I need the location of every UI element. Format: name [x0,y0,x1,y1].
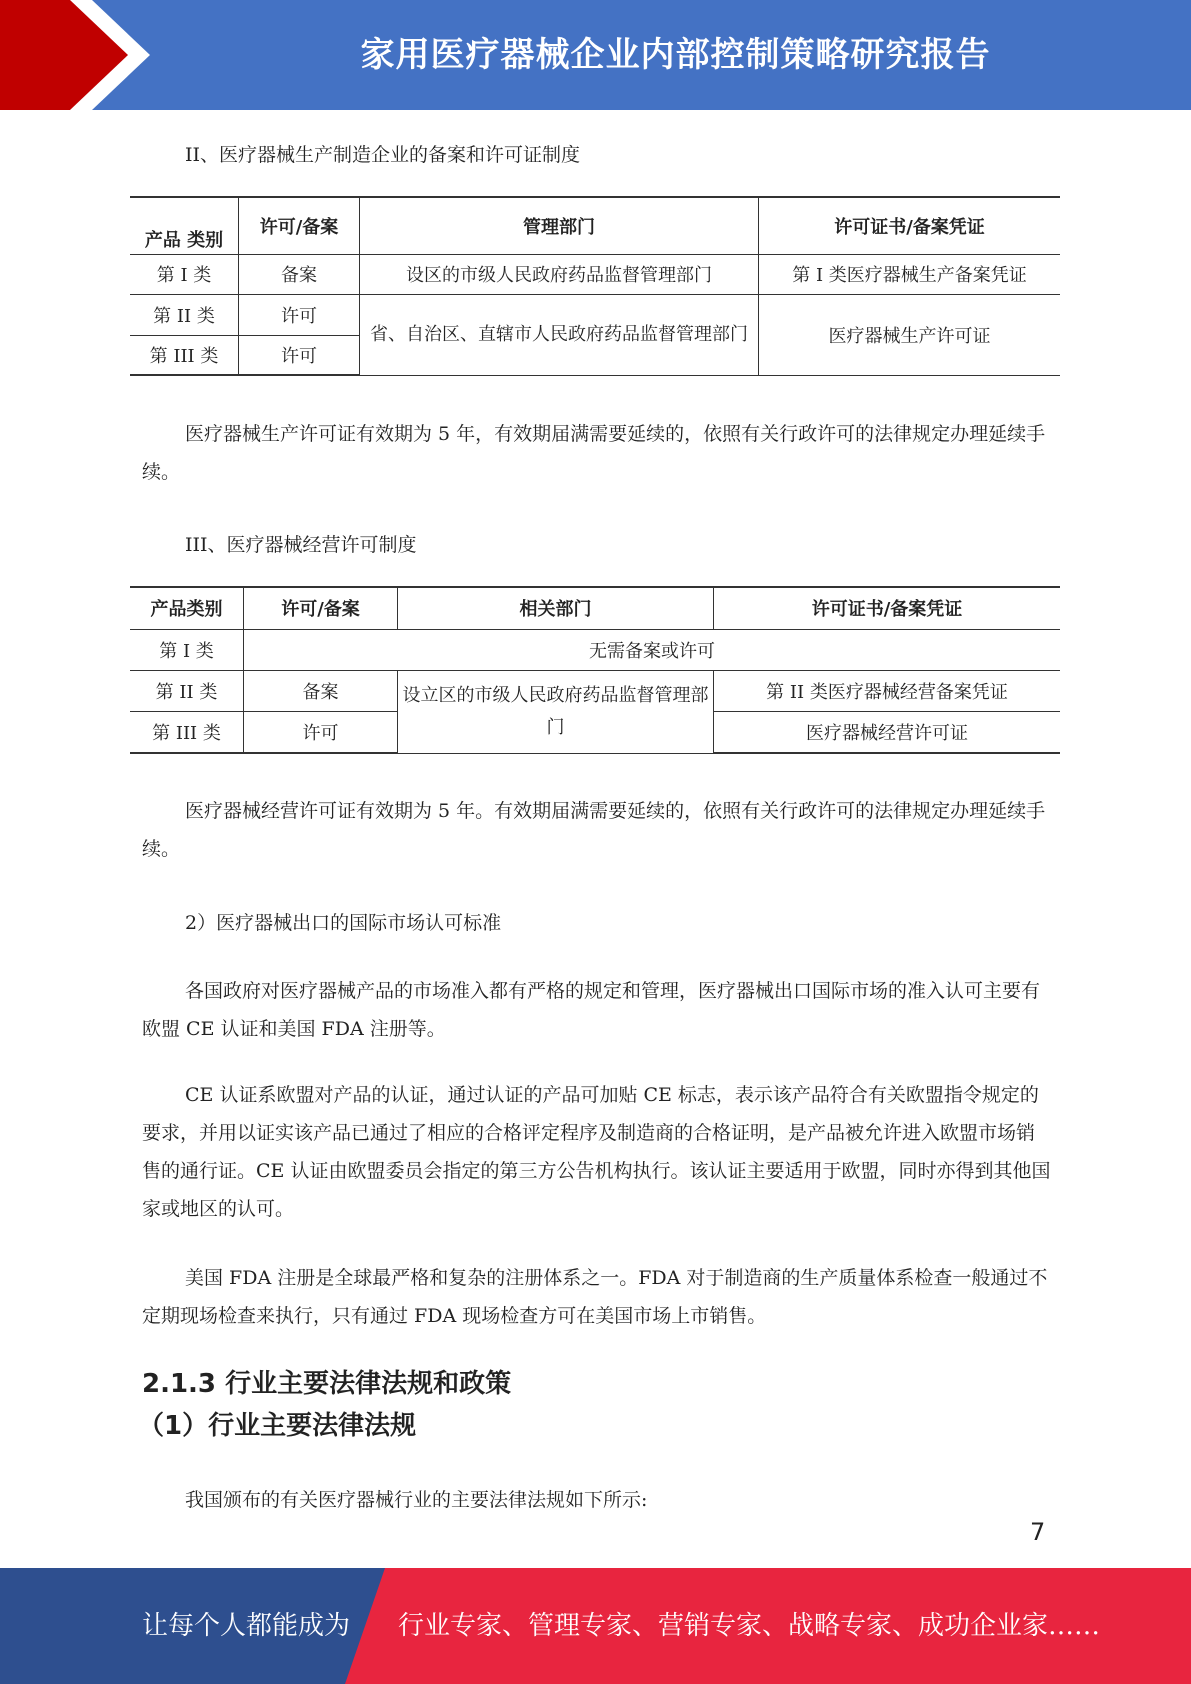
distribution-license-table [130,586,1060,754]
table-cell: 医疗器械经营许可证 [714,711,1061,753]
page-footer [0,1568,1191,1684]
footer-slogan: 让每个人都能成为 [142,1611,351,1641]
table-cell: 第 I 类 [130,629,244,670]
table-header-cell: 许可/备案 [244,587,398,629]
table-cell: 许可 [239,294,360,335]
table-header-cell: 产品 类别 [130,197,239,254]
table-row [130,254,1060,294]
table-header-cell: 许可/备案 [239,197,360,254]
table-cell: 第 II 类 [130,294,239,335]
footer-tagline: 行业专家、管理专家、营销专家、战略专家、成功企业家…… [398,1611,1101,1641]
table-row [130,670,1060,711]
report-title: 家用医疗器械企业内部控制策略研究报告 [360,35,991,75]
table-header-cell: 相关部门 [398,587,714,629]
table-cell: 第 II 类医疗器械经营备案凭证 [714,670,1061,711]
table-header-row [130,587,1060,629]
header-arrow-icon [0,0,200,110]
table-cell: 第 II 类 [130,670,244,711]
table-cell: 设区的市级人民政府药品监督管理部门 [360,254,759,294]
section-heading: 2.1.3 行业主要法律法规和政策 [142,1369,512,1399]
table-cell: 设立区的市级人民政府药品监督管理部门 [398,670,714,753]
table-row [130,629,1060,670]
table-cell: 许可 [244,711,398,753]
paragraph: 美国 FDA 注册是全球最严格和复杂的注册体系之一。FDA 对于制造商的生产质量体系检查一般通过不定期现场检查来执行，只有通过 FDA 现场检查方可在美国市场上市销售。 [142,1267,1048,1327]
table-cell: 省、自治区、直辖市人民政府药品监督管理部门 [360,294,759,375]
table-cell: 第 I 类医疗器械生产备案凭证 [759,254,1061,294]
paragraph: 医疗器械生产许可证有效期为 5 年，有效期届满需要延续的，依照有关行政许可的法律规定办理延续手续。 [142,423,1046,483]
table-header-row [130,197,1060,254]
table-header-cell: 管理部门 [360,197,759,254]
table-cell: 无需备案或许可 [244,629,1061,670]
table-cell: 第 III 类 [130,335,239,375]
subsection-heading: 2）医疗器械出口的国际市场认可标准 [185,912,502,934]
table-header-cell: 许可证书/备案凭证 [714,587,1061,629]
table-row [130,294,1060,335]
paragraph: CE 认证系欧盟对产品的认证，通过认证的产品可加贴 CE 标志，表示该产品符合有关欧盟指令规定的要求，并用以证实该产品已通过了相应的合格评定程序及制造商的合格证明，是产品被允许进入欧盟市场销售的通行证。CE 认证由欧盟委员会指定的第三方公告机构执行。该认证主要适用于欧盟，同时亦得到其他国家或地区的认可。 [142,1084,1051,1220]
table-cell: 第 III 类 [130,711,244,753]
paragraph: 我国颁布的有关医疗器械行业的主要法律法规如下所示: [185,1489,648,1511]
production-license-table [130,196,1060,376]
section-ii-heading: II、医疗器械生产制造企业的备案和许可证制度 [185,144,581,166]
table-cell: 医疗器械生产许可证 [759,294,1061,375]
page-header [0,0,1191,110]
page-number: 7 [1030,1518,1046,1546]
paragraph: 医疗器械经营许可证有效期为 5 年。有效期届满需要延续的，依照有关行政许可的法律规定办理延续手续。 [142,800,1046,860]
table-cell: 许可 [239,335,360,375]
paragraph: 各国政府对医疗器械产品的市场准入都有严格的规定和管理，医疗器械出口国际市场的准入认可主要有欧盟 CE 认证和美国 FDA 注册等。 [142,980,1041,1040]
table-cell: 第 I 类 [130,254,239,294]
section-iii-heading: III、医疗器械经营许可制度 [185,534,417,556]
table-header-cell: 产品类别 [130,587,244,629]
table-cell: 备案 [239,254,360,294]
table-cell: 备案 [244,670,398,711]
table-header-cell: 许可证书/备案凭证 [759,197,1061,254]
subsection-title: （1）行业主要法律法规 [138,1411,417,1441]
